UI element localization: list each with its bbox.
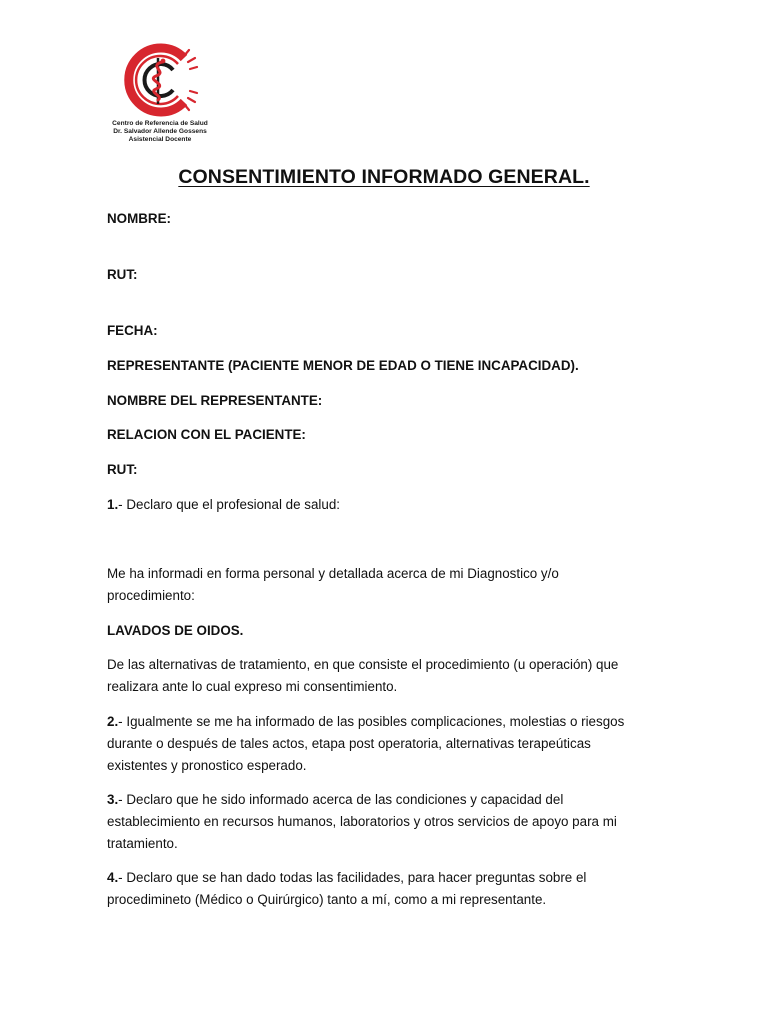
clinic-logo xyxy=(100,42,220,144)
field-rut: RUT: xyxy=(107,267,138,282)
field-fecha: FECHA: xyxy=(107,323,158,338)
clause-number: 1. xyxy=(107,497,119,512)
clause-number: 4. xyxy=(107,870,119,885)
clause-3 xyxy=(107,789,647,855)
clause-text: - Declaro que se han dado todas las facilidades, para hacer preguntas sobre el procedimineto (Médico o Quirúrgico) tanto a mí, como a mi representante. xyxy=(107,870,587,907)
document-title: CONSENTIMIENTO INFORMADO GENERAL. xyxy=(178,166,590,188)
informed-paragraph: Me ha informadi en forma personal y detallada acerca de mi Diagnostico y/o procedimiento: xyxy=(107,566,559,603)
clause-1 xyxy=(107,494,340,516)
field-nombre-representante: NOMBRE DEL REPRESENTANTE: xyxy=(107,393,323,408)
procedure-name: LAVADOS DE OIDOS. xyxy=(107,623,244,638)
clause-4 xyxy=(107,867,647,911)
field-relacion-paciente: RELACION CON EL PACIENTE: xyxy=(107,427,306,442)
field-rut-representante: RUT: xyxy=(107,462,138,477)
alternatives-paragraph: De las alternativas de tratamiento, en que consiste el procedimiento (u operación) que realizara ante lo cual expreso mi consentimiento. xyxy=(107,657,619,694)
clause-number: 2. xyxy=(107,714,119,729)
clause-text: - Declaro que he sido informado acerca de las condiciones y capacidad del establecimiento en recursos humanos, laboratorios y otros servicios de apoyo para mi tratamiento. xyxy=(107,792,617,851)
logo-caption-line: Dr. Salvador Allende Gossens xyxy=(113,128,207,135)
field-nombre: NOMBRE: xyxy=(107,211,171,226)
caduceus-logo-icon xyxy=(118,42,202,118)
clause-number: 3. xyxy=(107,792,119,807)
logo-caption xyxy=(100,120,220,144)
clause-text: - Declaro que el profesional de salud: xyxy=(118,497,340,512)
field-representante: REPRESENTANTE (PACIENTE MENOR DE EDAD O TIENE INCAPACIDAD). xyxy=(107,358,579,373)
logo-caption-line: Centro de Referencia de Salud xyxy=(112,120,208,127)
clause-2 xyxy=(107,711,647,777)
logo-caption-line: Asistencial Docente xyxy=(128,136,192,143)
clause-text: - Igualmente se me ha informado de las posibles complicaciones, molestias o riesgos durante o después de tales actos, etapa post operatoria, alternativas terapeúticas existentes y pronostico esperado. xyxy=(107,714,625,773)
